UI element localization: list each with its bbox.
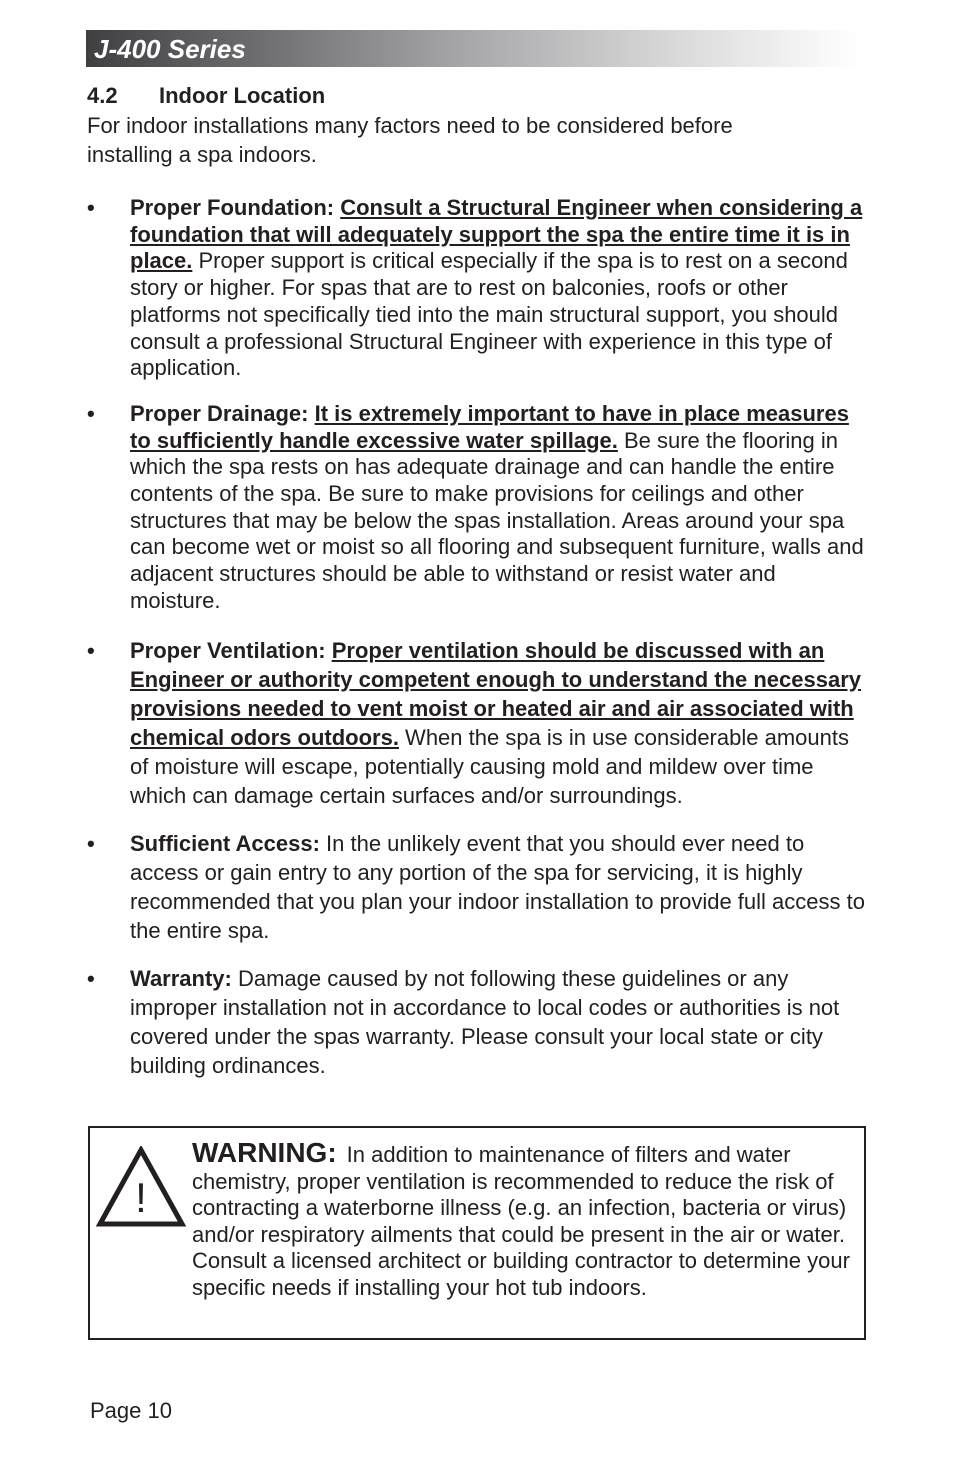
bullet-body: Damage caused by not following these guidelines or any improper installation not in accordance to local codes or authorities is not covered under the spas warranty. Please consult your local state or city building ordinances. — [130, 965, 840, 1078]
section-number: 4.2 — [87, 83, 118, 108]
svg-text:!: ! — [135, 1174, 147, 1221]
guideline-list — [87, 195, 869, 1099]
warning-text-block — [192, 1137, 854, 1301]
list-item — [87, 401, 869, 615]
warning-triangle-icon — [96, 1146, 186, 1228]
bullet-emphasis: It is extremely important to have in place measures to sufficiently handle excessive water spillage. — [130, 400, 849, 453]
bullet-emphasis: Consult a Structural Engineer when considering a foundation that will adequately support the spa the entire time it is in place. — [130, 195, 863, 274]
bullet-body: In the unlikely event that you should ever need to access or gain entry to any portion of the spa for servicing, it is highly recommended that you plan your indoor installation to provide full access to the entire spa. — [130, 830, 865, 943]
bullet-icon: • — [87, 400, 95, 426]
header-bar — [86, 30, 858, 67]
bullet-lead: Sufficient Access: — [130, 830, 327, 856]
section-heading — [87, 83, 325, 109]
warning-text: In addition to maintenance of filters and water chemistry, proper ventilation is recommended to reduce the risk of contracting a waterborne illness (e.g. an infection, bacteria or virus) and/or respiratory ailments that could be present in the air or water. Consult a licensed architect or building contractor to determine your specific needs if installing your hot tub indoors. — [192, 1142, 850, 1300]
bullet-lead: Proper Drainage: — [130, 400, 315, 426]
section-title: Indoor Location — [159, 83, 326, 108]
list-item — [87, 829, 869, 945]
bullet-lead: Proper Foundation: — [130, 195, 341, 220]
intro-paragraph: For indoor installations many factors need to be considered before installing a spa indoors. — [87, 113, 733, 167]
bullet-body: Be sure the flooring in which the spa rests on has adequate drainage and can handle the entire contents of the spa. Be sure to make provisions for ceilings and other structures that may be below the spas installation. Areas around your spa can become wet or moist so all flooring and subsequent furniture, walls and adjacent structures should be able to withstand or resist water and moisture. — [130, 427, 864, 613]
bullet-icon: • — [87, 830, 95, 856]
warning-box — [88, 1126, 866, 1340]
bullet-body: When the spa is in use considerable amounts of moisture will escape, potentially causing mold and mildew over time which can damage certain surfaces and/or surroundings. — [130, 724, 849, 808]
warning-label: WARNING: — [192, 1137, 337, 1168]
bullet-icon: • — [87, 637, 95, 663]
bullet-emphasis: Proper ventilation should be discussed with an Engineer or authority competent enough to understand the necessary provisions needed to vent moist or heated air and air associated with chemical odors outdoors. — [130, 637, 862, 750]
list-item — [87, 636, 869, 810]
list-item — [87, 964, 869, 1080]
bullet-icon: • — [87, 965, 95, 991]
bullet-icon: • — [87, 195, 95, 220]
bullet-body: Proper support is critical especially if the spa is to rest on a second story or higher. For spas that are to rest on balconies, roofs or other platforms not specifically tied into the main structural support, you should consult a professional Structural Engineer with experience in this type of application. — [130, 248, 848, 381]
header-title: J-400 Series — [94, 34, 246, 64]
bullet-lead: Proper Ventilation: — [130, 637, 332, 663]
page-number: Page 10 — [90, 1398, 172, 1423]
list-item — [87, 195, 869, 382]
bullet-lead: Warranty: — [130, 965, 238, 991]
